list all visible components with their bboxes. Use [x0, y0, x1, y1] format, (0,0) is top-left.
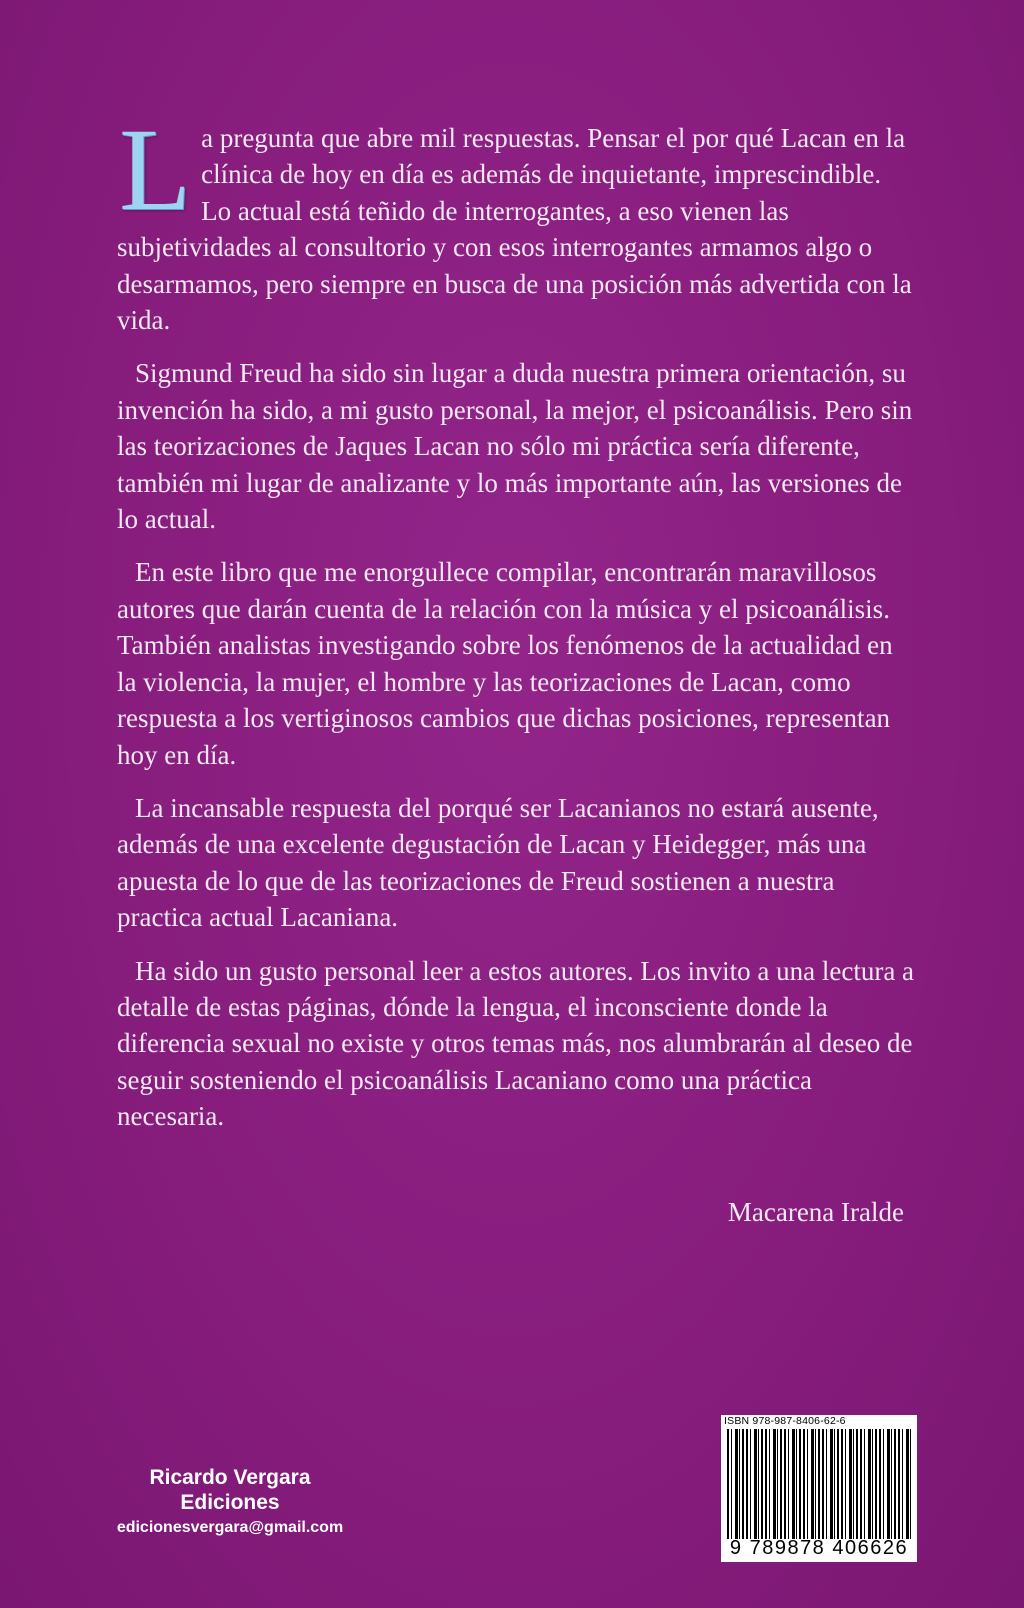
publisher-name-line1: Ricardo Vergara: [149, 1466, 311, 1489]
barcode-digits: 9 789878 406626: [729, 1537, 909, 1559]
blurb-paragraph-4: La incansable respuesta del porqué ser Lacanianos no estará ausente, además de una excelente degustación de Lacan y Heidegger, más una apuesta de lo que de las teorizaciones de Freud sostienen a nuestra practica actual Lacaniana.: [117, 792, 879, 933]
drop-cap-letter: L: [119, 104, 192, 235]
isbn-barcode: [721, 1415, 917, 1562]
blurb-paragraph-3: En este libro que me enorgullece compilar, encontrarán maravillosos autores que darán cuenta de la relación con la música y el psicoanálisis. También analistas investigando sobre los fenómenos de la actualidad en la violencia, la mujer, el hombre y las teorizaciones de Lacan, como respuesta a los vertiginosos cambios que dichas posiciones, representan hoy en día.: [117, 557, 893, 770]
publisher-block: [60, 1465, 400, 1541]
blurb-paragraph-1: [117, 104, 917, 338]
blurb-paragraph-2: Sigmund Freud ha sido sin lugar a duda nuestra primera orientación, su invención ha sido, a mi gusto personal, la mejor, el psicoanálisis. Pero sin las teorizaciones de Jaques Lacan no sólo mi práctica sería diferente, también mi lugar de analizante y lo más importante aún, las versiones de lo actual.: [117, 358, 913, 535]
publisher-email: edicionesvergara@gmail.com: [116, 1519, 344, 1536]
isbn-label: ISBN 978-987-8406-62-6: [724, 1415, 846, 1427]
publisher-name-line2: Ediciones: [180, 1491, 280, 1514]
author-signature: Macarena Iralde: [727, 1197, 904, 1227]
barcode-bars-icon: [727, 1429, 911, 1539]
blurb-paragraph-1-text: a pregunta que abre mil respuestas. Pensar el por qué Lacan en la clínica de hoy en día es además de inquietante, imprescindible. Lo actual está teñido de interrogantes, a eso vienen las subjetividades al consultorio y con esos interrogantes armamos algo o desarmamos, pero siempre en busca de una posición más advertida con la vida.: [117, 123, 912, 336]
blurb-text: [117, 104, 917, 1152]
blurb-paragraph-5: Ha sido un gusto personal leer a estos autores. Los invito a una lectura a detalle de estas páginas, dónde la lengua, el inconsciente donde la diferencia sexual no existe y otros temas más, nos alumbrarán al deseo de seguir sosteniendo el psicoanálisis Lacaniano como una práctica necesaria.: [117, 955, 915, 1132]
